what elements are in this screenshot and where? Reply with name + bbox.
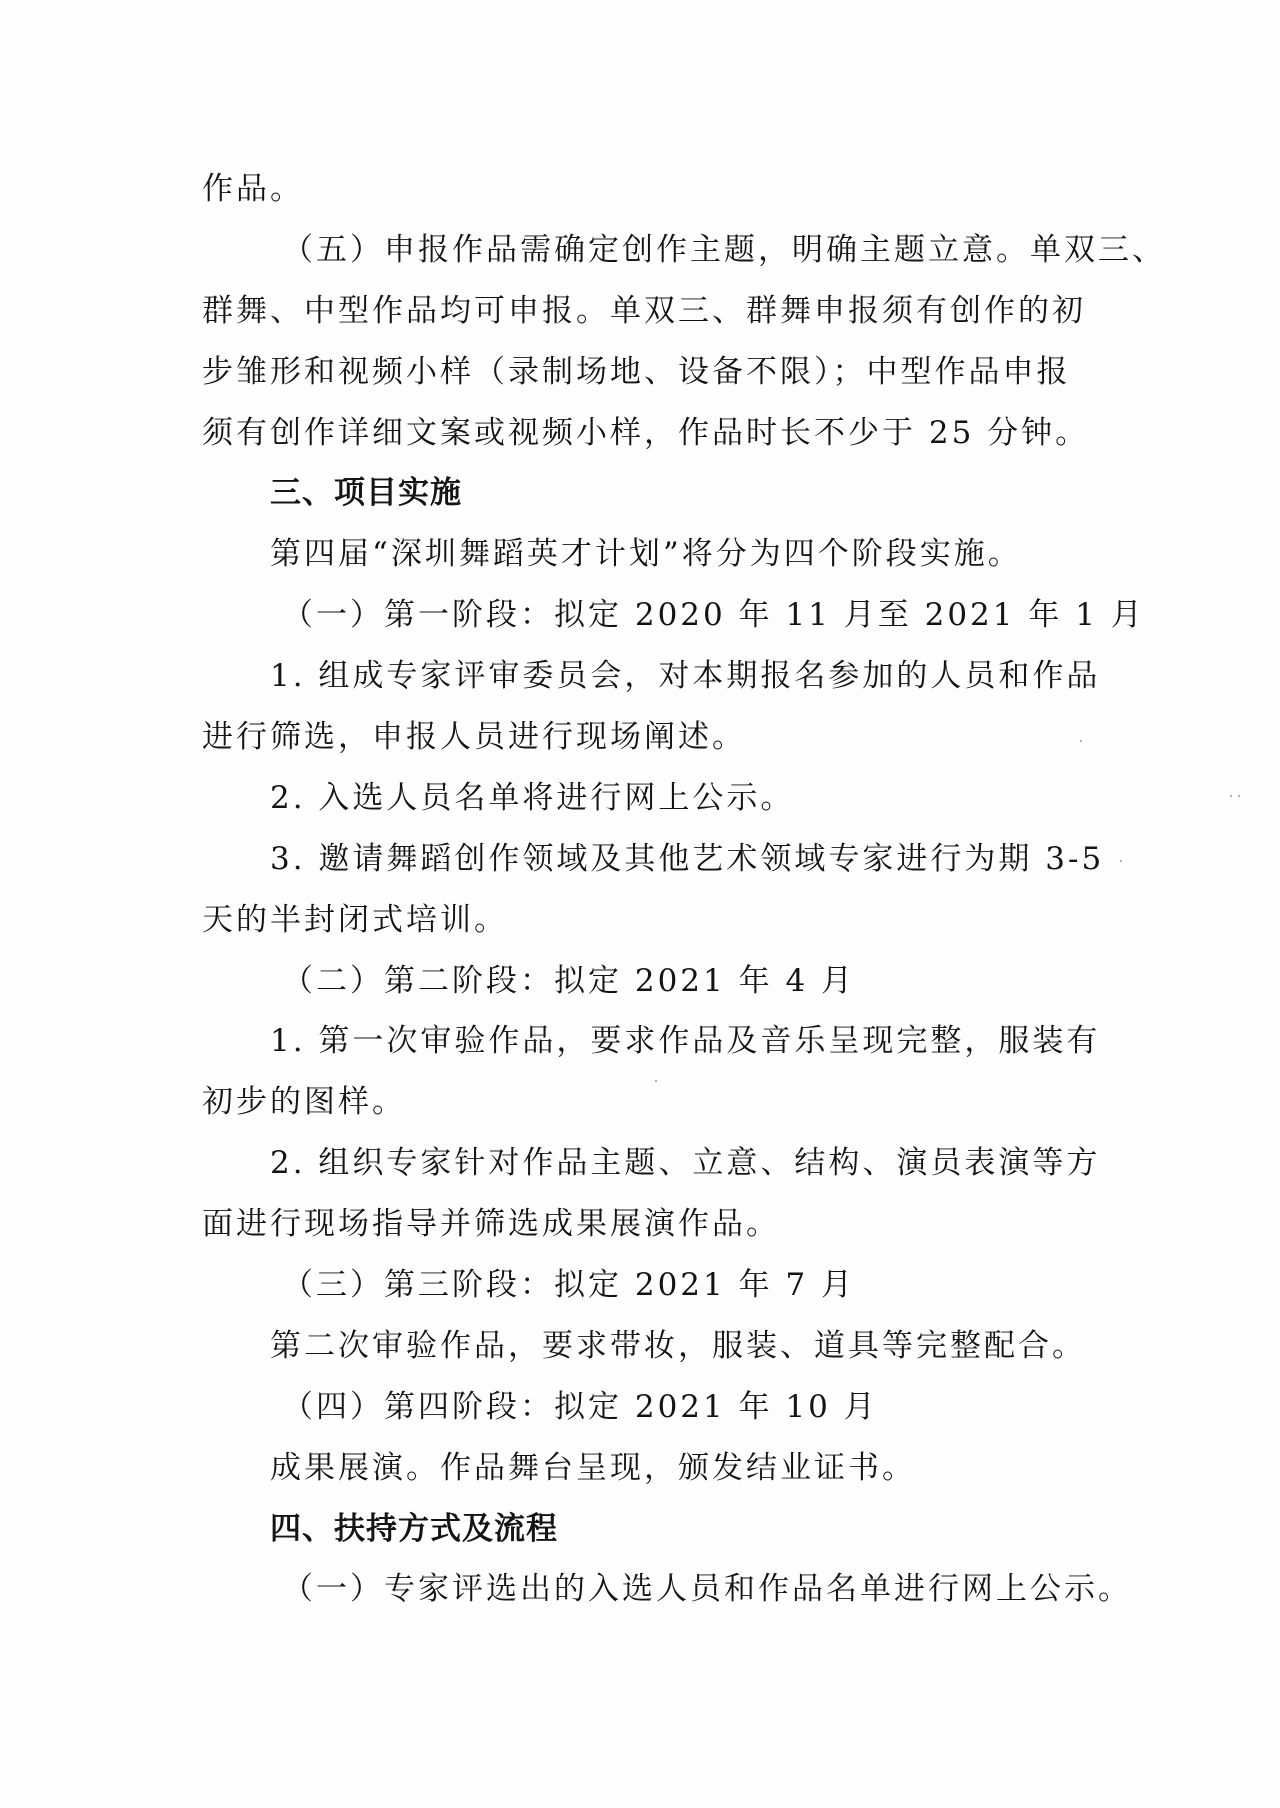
paragraph-line: 初步的图样。	[202, 1084, 406, 1121]
list-item: 1. 组成专家评审委员会，对本期报名参加的人员和作品	[270, 658, 1101, 695]
list-item: 3. 邀请舞蹈创作领域及其他艺术领域专家进行为期 3-5	[270, 840, 1105, 877]
paragraph-line: 步雏形和视频小样（录制场地、设备不限）；中型作品申报	[202, 353, 1071, 390]
paragraph-line: 群舞、中型作品均可申报。单双三、群舞申报须有创作的初	[202, 292, 1086, 329]
scan-speck	[1238, 795, 1240, 797]
document-body	[202, 159, 1166, 1620]
list-item: 2. 入选人员名单将进行网上公示。	[270, 779, 795, 816]
subsection-heading: （一）专家评选出的入选人员和作品名单进行网上公示。	[282, 1571, 1132, 1608]
paragraph-line: 进行筛选，申报人员进行现场阐述。	[202, 719, 746, 756]
section-heading: 四、扶持方式及流程	[270, 1510, 558, 1547]
paragraph-line: 第二次审验作品，要求带妆，服装、道具等完整配合。	[270, 1327, 1086, 1364]
scan-speck	[1230, 795, 1232, 797]
scan-speck	[1080, 740, 1082, 742]
paragraph-line: （五）申报作品需确定创作主题，明确主题立意。单双三、	[282, 231, 1166, 268]
scan-speck	[655, 1080, 657, 1082]
paragraph-line: 第四届“深圳舞蹈英才计划”将分为四个阶段实施。	[270, 536, 1022, 573]
paragraph-line: 须有创作详细文案或视频小样，作品时长不少于 25 分钟。	[202, 414, 1090, 451]
section-heading: 三、项目实施	[270, 475, 462, 512]
scan-speck	[1120, 860, 1122, 862]
subsection-heading: （四）第四阶段：拟定 2021 年 10 月	[282, 1388, 878, 1425]
paragraph-line: 成果展演。作品舞台呈现，颁发结业证书。	[270, 1449, 916, 1486]
paragraph-line: 作品。	[202, 171, 304, 207]
subsection-heading: （一）第一阶段：拟定 2020 年 11 月至 2021 年 1 月	[282, 597, 1145, 634]
paragraph-line: 天的半封闭式培训。	[202, 901, 508, 938]
subsection-heading: （三）第三阶段：拟定 2021 年 7 月	[282, 1267, 856, 1304]
paragraph-line: 面进行现场指导并筛选成果展演作品。	[202, 1206, 780, 1243]
subsection-heading: （二）第二阶段：拟定 2021 年 4 月	[282, 962, 856, 999]
list-item: 1. 第一次审验作品，要求作品及音乐呈现完整，服装有	[270, 1023, 1101, 1060]
list-item: 2. 组织专家针对作品主题、立意、结构、演员表演等方	[270, 1145, 1101, 1182]
